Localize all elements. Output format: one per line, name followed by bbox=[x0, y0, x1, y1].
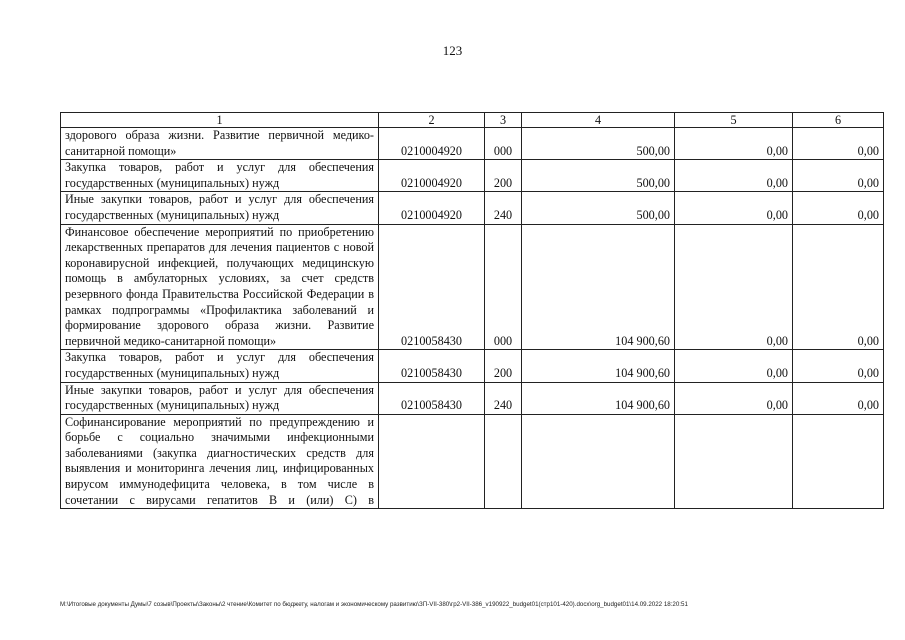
header-col-2: 2 bbox=[379, 113, 485, 128]
row-code: 0210058430 bbox=[379, 350, 485, 382]
row-value-4: 104 900,60 bbox=[522, 350, 675, 382]
row-value-5: 0,00 bbox=[675, 128, 793, 160]
row-code: 0210004920 bbox=[379, 128, 485, 160]
row-value-6: 0,00 bbox=[793, 350, 884, 382]
table-row bbox=[61, 224, 884, 350]
row-type: 240 bbox=[485, 192, 522, 224]
page-number: 123 bbox=[442, 43, 463, 58]
row-code: 0210004920 bbox=[379, 192, 485, 224]
header-col-4: 4 bbox=[522, 113, 675, 128]
row-value-6: 0,00 bbox=[793, 160, 884, 192]
row-value-4: 500,00 bbox=[522, 192, 675, 224]
row-value-4 bbox=[522, 414, 675, 509]
row-description: Закупка товаров, работ и услуг для обеспечения государственных (муниципальных) нужд bbox=[61, 350, 379, 382]
row-value-5 bbox=[675, 414, 793, 509]
row-description: здорового образа жизни. Развитие первичной медико-санитарной помощи» bbox=[61, 128, 379, 160]
header-col-1: 1 bbox=[61, 113, 379, 128]
row-value-5: 0,00 bbox=[675, 192, 793, 224]
row-value-4: 500,00 bbox=[522, 160, 675, 192]
row-value-4: 500,00 bbox=[522, 128, 675, 160]
table-row bbox=[61, 128, 884, 160]
row-value-6 bbox=[793, 414, 884, 509]
row-type: 200 bbox=[485, 350, 522, 382]
row-value-5: 0,00 bbox=[675, 382, 793, 414]
table-row bbox=[61, 192, 884, 224]
row-code bbox=[379, 414, 485, 509]
row-description: Иные закупки товаров, работ и услуг для обеспечения государственных (муниципальных) нужд bbox=[61, 382, 379, 414]
table-header-row bbox=[61, 113, 884, 128]
table-row bbox=[61, 414, 884, 509]
row-type: 000 bbox=[485, 224, 522, 350]
row-code: 0210058430 bbox=[379, 224, 485, 350]
row-type: 240 bbox=[485, 382, 522, 414]
row-value-5: 0,00 bbox=[675, 224, 793, 350]
row-value-4: 104 900,60 bbox=[522, 224, 675, 350]
header-col-5: 5 bbox=[675, 113, 793, 128]
row-description: Софинансирование мероприятий по предупреждению и борьбе с социально значимыми инфекционными заболеваниями (закупка диагностических средств для выявления и мониторинга лечения лиц, инфицированных вирусом иммунодефицита человека, в том числе в сочетании с вирусами гепатитов В и (или) С) в bbox=[61, 414, 379, 509]
row-value-6: 0,00 bbox=[793, 192, 884, 224]
row-code: 0210058430 bbox=[379, 382, 485, 414]
row-value-4: 104 900,60 bbox=[522, 382, 675, 414]
row-value-5: 0,00 bbox=[675, 160, 793, 192]
row-value-6: 0,00 bbox=[793, 382, 884, 414]
header-col-6: 6 bbox=[793, 113, 884, 128]
row-value-6: 0,00 bbox=[793, 224, 884, 350]
row-code: 0210004920 bbox=[379, 160, 485, 192]
row-value-5: 0,00 bbox=[675, 350, 793, 382]
row-value-6: 0,00 bbox=[793, 128, 884, 160]
row-type: 200 bbox=[485, 160, 522, 192]
row-type: 000 bbox=[485, 128, 522, 160]
row-description: Иные закупки товаров, работ и услуг для обеспечения государственных (муниципальных) нужд bbox=[61, 192, 379, 224]
footer-file-path: M:\Итоговые документы Думы\7 созыв\Проекты\Законы\2 чтение\Комитет по бюджету, налогам и экономическому развитию\ЗП-VII-380\гр2-VII-386_v190922_budget01(стр101-420).docx\org_budget01\14.09.2022 18:20:51 bbox=[60, 601, 688, 608]
row-description: Финансовое обеспечение мероприятий по приобретению лекарственных препаратов для лечения пациентов с новой коронавирусной инфекцией, получающих медицинскую помощь в амбулаторных условиях, за счет средств резервного фонда Правительства Российской Федерации в рамках подпрограммы «Профилактика заболеваний и формирование здорового образа жизни. Развитие первичной медико-санитарной помощи» bbox=[61, 224, 379, 350]
row-type bbox=[485, 414, 522, 509]
table-row bbox=[61, 382, 884, 414]
budget-table bbox=[60, 112, 884, 509]
table-row bbox=[61, 160, 884, 192]
table-row bbox=[61, 350, 884, 382]
header-col-3: 3 bbox=[485, 113, 522, 128]
row-description: Закупка товаров, работ и услуг для обеспечения государственных (муниципальных) нужд bbox=[61, 160, 379, 192]
